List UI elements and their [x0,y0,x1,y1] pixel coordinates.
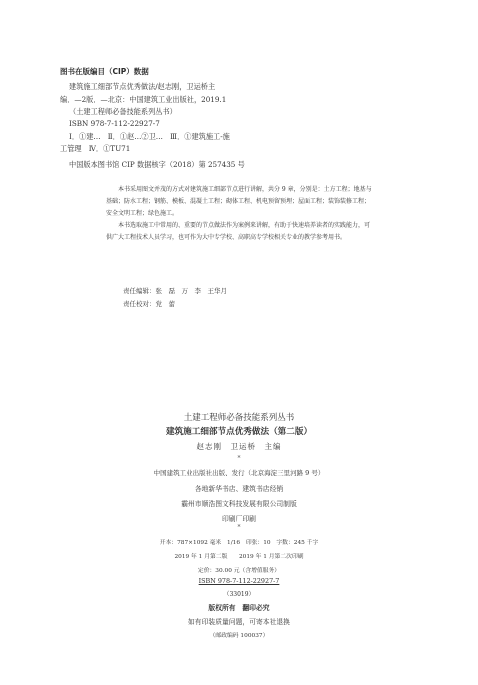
printer: 印刷厂印刷 [222,515,256,523]
authors: 赵志刚 卫运桥 主编 [196,442,282,451]
cip-isbn: ISBN 978-7-112-22927-7 [69,119,160,128]
edition-info: 2019 年 1 月第二版 2019 年 1 月第二次印刷 [174,554,304,560]
editor-credits [123,286,227,312]
separator-star: * [237,524,241,531]
price: 定价：30.00 元（含增值服务） [197,568,281,574]
abstract-paragraph: 本书采用图文并茂的方式对建筑施工细部节点进行讲解，共分 9 章，分别是：土方工程；地基与基础；防水工程；钢筋、模板、混凝土工程；砌体工程、机电预留预埋；屋面工程；装饰装修工程；安全文明工程；绿色施工。 [106,186,372,217]
isbn: ISBN 978-7-112-22927-7 [198,577,280,585]
cip-line: 建筑施工细部节点优秀做法/赵志刚，卫运桥主 [69,82,216,91]
book-title: 建筑施工细部节点优秀做法（第二版） [165,427,313,437]
proofreader: 责任校对：党 蕾 [123,300,175,308]
postcode: （邮政编码 100037） [209,633,269,639]
distributor: 各地新华书店、建筑书店经销 [194,485,284,493]
series-name: 土建工程师必备技能系列丛书 [183,413,295,423]
book-format: 开本：787×1092 毫米 1/16 印张：10 字数：245 千字 [159,540,319,546]
cip-line: 工管理 Ⅳ．①TU71 [60,144,131,153]
responsible-editor: 责任编辑：张 磊 万 李 王华月 [123,287,227,295]
book-code: （33019） [223,591,255,598]
cip-line: （土建工程师必备技能系列丛书） [69,107,177,116]
return-notice: 如有印装质量问题，可寄本社退换 [188,618,290,626]
cip-line: Ⅰ．①建… Ⅱ．①赵…②卫… Ⅲ．①建筑施工-施 [69,132,230,141]
cip-catalog-number: 中国版本图书馆 CIP 数据核字（2018）第 257435 号 [69,160,245,169]
abstract-paragraph: 本书选取施工中常用的、重要的节点做法作为案例来讲解，有助于快速培养读者的实践能力，可供广大工程技术人员学习，也可作为大中专学校、高职高专学校相关专业的教学参考用书。 [106,222,371,241]
cip-line: 编．—2版．—北京：中国建筑工业出版社，2019.1 [60,95,227,104]
separator-star: * [237,455,241,462]
cip-heading: 图书在版编目（CIP）数据 [60,67,149,76]
book-abstract [106,184,374,244]
copyright-notice: 版权所有 翻印必究 [208,604,270,612]
typesetter: 霸州市顺浩图文科技发展有限公司制版 [181,500,297,508]
publisher: 中国建筑工业出版社出版、发行（北京海淀三里河路 9 号） [153,469,325,477]
